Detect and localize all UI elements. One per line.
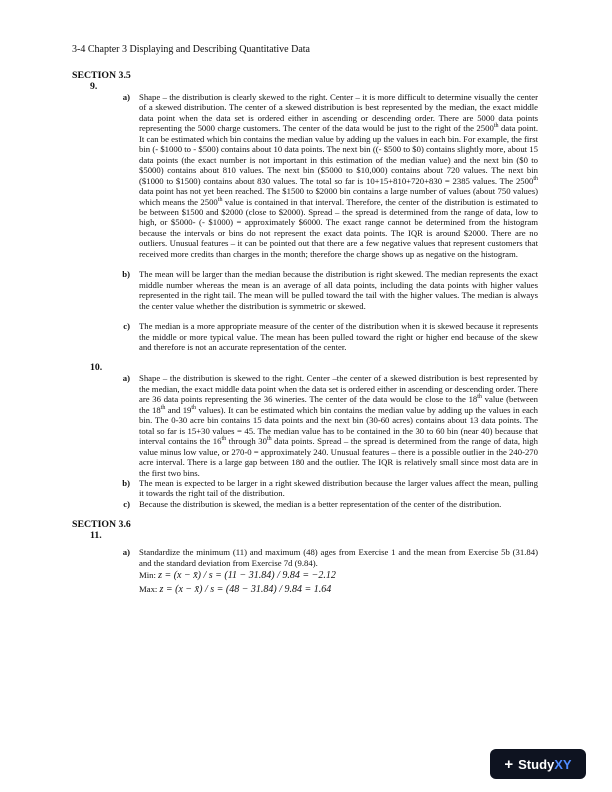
question-11a-body — [139, 547, 538, 595]
question-11a-label: a) — [122, 547, 130, 558]
question-10b — [72, 478, 538, 499]
question-9c — [72, 321, 538, 352]
question-10c — [72, 499, 538, 509]
question-10a — [72, 373, 538, 478]
question-9b — [72, 269, 538, 311]
logo-text: StudyXY — [518, 756, 572, 772]
section-heading-3-5: SECTION 3.5 — [72, 70, 131, 81]
question-9c-text: The median is a more appropriate measure of the center of the distribution when it is skewed because it represents the middle or more typical value. The mean has been pulled toward the right or higher end because of the skew and therefore is not an accurate representation of the center. — [139, 321, 538, 352]
question-11-number: 11. — [90, 530, 102, 542]
question-11a-text: Standardize the minimum (11) and maximum (48) ages from Exercise 1 and the mean from Exercise 5b (31.84) and the standard deviation from Exercise 7d (9.84). — [139, 547, 538, 568]
question-10b-text: The mean is expected to be larger in a right skewed distribution because the larger values affect the mean, pulling it towards the right tail of the distribution. — [139, 477, 538, 499]
question-9a-text: Shape – the distribution is clearly skewed to the right. Center – it is more difficult to determine visually the center of a skewed distribution. The center of a skewed distribution is best represented by the median, the exact middle data point when the data set is ordered either in ascending or descending order. There are 5000 data points representing the 5000 charge customers. The center of the data would be just to the right of the 2500th data point. It can be estimated which bin contains the median value by adding up the values in each bin. For example, the first bin (- $1000 to - $500) contains about 10 data points. The next bin ((- $500 to $0) contains slightly more, about 15 data points (the exact number is not important in this estimation of the median value) and the next bin ($0 to $5000) contains about 810 values. The next bin ($5000 to $10,000) contains about 720 values. The next bin ($1000 to $1500) contains about 830 values. The total so far is 10+15+810+720+830 = 2385 values. The 2500th data point has not yet been reached. The $1500 to $2000 bin contains a large number of values (about 750 values) which means the 2500th value is contained in that interval. Therefore, the center of the distribution is estimated to be between $1500 and $2000 (close to $2000). Spread – the spread is determined from the range of data, low to high, or $5000- (- $1000) = approximately $6000. The exact range cannot be determined from the histogram because the intervals or bins do not represent the exact data points. The IQR is around $2000. There are no outliers. Unusual features – it can be pointed out that there are a few negative values that represent customers that received more credits than charges in the month; therefore the charge shows up as negative on the histogram. — [139, 92, 538, 259]
question-10b-label: b) — [122, 477, 130, 488]
question-10a-text: Shape – the distribution is skewed to the right. Center –the center of a skewed distribution is best represented by the median, the exact middle data point when the data set is ordered either in ascending or descending order. There are 36 data points representing the 36 wineries. The center of the data would be close to the 18th value (between the 18th and 19th values). It can be estimated which bin contains the median value by adding up the values in each bin. The 0-30 acre bin contains 15 data points and the next bin (30-60 acres) contains about 13 data points. The total so far is 15+30 values = 45. The median value has to be contained in the 30 to 60 bin (near 40) because that interval contains the 16th through 30th data points. Spread – the spread is determined from the range of data, high value minus low value, or 270-0 = approximately 240. Unusual features – there is a possible outlier in the 240-270 acre interval. There is a large gap between 180 and the outlier. The IQR is relatively small since most data are in the first two bins. — [139, 373, 538, 478]
max-equation: z = (x − x̄) / s = (48 − 31.84) / 9.84 = 1.64 — [159, 583, 332, 595]
min-equation: z = (x − x̄) / s = (11 − 31.84) / 9.84 = −2.12 — [158, 570, 336, 582]
question-10c-label: c) — [123, 498, 130, 509]
question-9b-text: The mean will be larger than the median because the distribution is right skewed. The median represents the exact middle number whereas the mean is an average of all data points, including the data points with higher values represented in the right tail. The mean will be pulled toward the tail with the higher values. The median is always the center value whether the distribution is symmetric or skewed. — [139, 269, 538, 311]
studyxy-logo — [490, 749, 586, 779]
question-10c-text: Because the distribution is skewed, the median is a better representation of the center of the distribution. — [139, 498, 502, 509]
max-formula — [139, 584, 538, 595]
section-heading-3-6: SECTION 3.6 — [72, 519, 131, 531]
document-body — [72, 70, 538, 595]
min-label: Min: — [139, 570, 156, 581]
max-label: Max: — [139, 583, 158, 594]
plus-icon: + — [504, 755, 514, 773]
question-9a — [72, 92, 538, 259]
question-10-number: 10. — [90, 362, 103, 374]
question-9b-label: b) — [122, 269, 130, 280]
question-9-number: 9. — [90, 81, 98, 92]
page-header: 3-4 Chapter 3 Displaying and Describing Quantitative Data — [72, 44, 310, 55]
question-9a-label: a) — [122, 92, 130, 102]
question-9c-label: c) — [123, 321, 130, 332]
question-11a — [72, 547, 538, 595]
question-10a-label: a) — [122, 373, 130, 384]
min-formula — [139, 570, 538, 581]
